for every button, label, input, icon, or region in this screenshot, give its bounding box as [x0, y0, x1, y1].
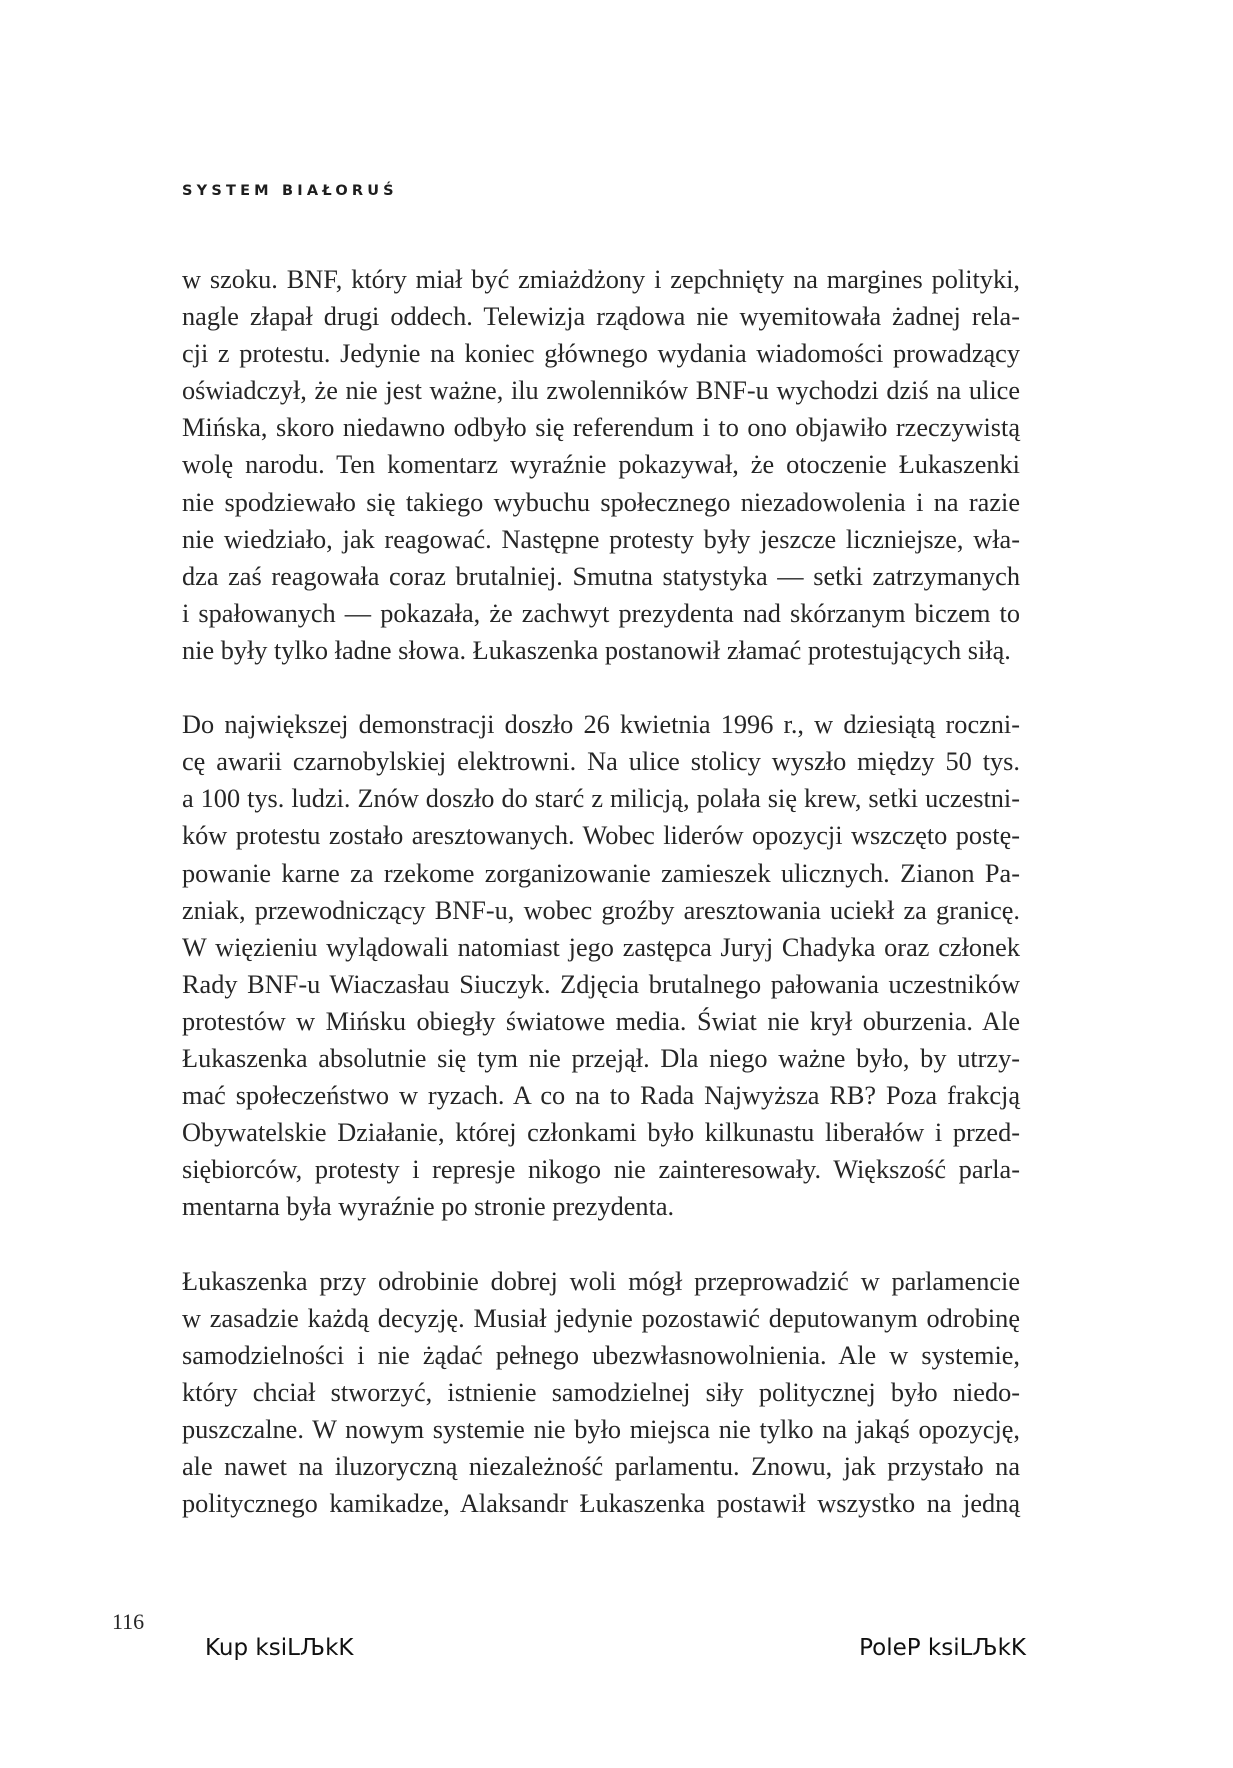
text-line: politycznego kamikadze, Alaksandr Łukaszenka postawił wszystko na jedną — [182, 1489, 1020, 1519]
text-line: Do największej demonstracji doszło 26 kwietnia 1996 r., w dziesiątą roczni- — [182, 710, 1020, 740]
paragraph — [182, 706, 1020, 1225]
text-line: oświadczył, że nie jest ważne, ilu zwolenników BNF-u wychodzi dziś na ulice — [182, 376, 1020, 406]
text-line: siębiorców, protesty i represje nikogo nie zainteresowały. Większość parla- — [182, 1155, 1020, 1185]
text-line: Łukaszenka przy odrobinie dobrej woli mógł przeprowadzić w parlamencie — [182, 1266, 1020, 1296]
text-line: nagle złapał drugi oddech. Telewizja rządowa nie wyemitowała żadnej rela- — [182, 302, 1020, 332]
paragraph — [182, 261, 1020, 669]
text-line: cji z protestu. Jedynie na koniec głównego wydania wiadomości prowadzący — [182, 339, 1020, 369]
text-line: ale nawet na iluzoryczną niezależność parlamentu. Znowu, jak przystało na — [182, 1452, 1020, 1481]
paragraph — [182, 1263, 1020, 1523]
text-line: zniak, przewodniczący BNF-u, wobec groźby aresztowania uciekł za granicę. — [182, 895, 1020, 925]
text-line: Obywatelskie Działanie, której członkami było kilkunastu liberałów i przed- — [182, 1118, 1020, 1148]
text-line: a 100 tys. ludzi. Znów doszło do starć z milicją, polała się krew, setki uczestni- — [182, 784, 1020, 814]
buy-book-link[interactable]: Kup ksiLЉkK — [205, 1635, 354, 1661]
text-line: Mińska, skoro niedawno odbyło się referendum i to ono objawiło rzeczywistą — [182, 413, 1020, 443]
text-line: protestów w Mińsku obiegły światowe media. Świat nie krył oburzenia. Ale — [182, 1006, 1020, 1036]
running-head: SYSTEM BIAŁORUŚ — [182, 183, 398, 199]
text-line: W więzieniu wylądowali natomiast jego zastępca Juryj Chadyka oraz członek — [182, 932, 1020, 962]
text-line: w zasadzie każdą decyzję. Musiał jedynie pozostawić deputowanym odrobinę — [182, 1303, 1020, 1333]
text-line: mać społeczeństwo w ryzach. A co na to Rada Najwyższa RB? Poza frakcją — [182, 1081, 1020, 1111]
text-line: wolę narodu. Ten komentarz wyraźnie pokazywał, że otoczenie Łukaszenki — [182, 450, 1020, 480]
recommend-book-link[interactable]: PoleP ksiLЉkK — [859, 1635, 1026, 1661]
text-line: mentarna była wyraźnie po stronie prezydenta. — [182, 1192, 675, 1222]
text-line: nie wiedziało, jak reagować. Następne protesty były jeszcze liczniejsze, wła- — [182, 524, 1020, 554]
text-line: nie spodziewało się takiego wybuchu społecznego niezadowolenia i na razie — [182, 487, 1020, 517]
page-number: 116 — [112, 1609, 145, 1634]
text-line: samodzielności i nie żądać pełnego ubezwłasnowolnienia. Ale w systemie, — [182, 1340, 1020, 1370]
text-line: Rady BNF-u Wiaczasłau Siuczyk. Zdjęcia brutalnego pałowania uczestników — [182, 969, 1020, 999]
text-line: puszczalne. W nowym systemie nie było miejsca nie tylko na jakąś opozycję, — [182, 1414, 1020, 1444]
text-line: który chciał stworzyć, istnienie samodzielnej siły politycznej było niedo- — [182, 1377, 1020, 1407]
text-line: w szoku. BNF, który miał być zmiażdżony i zepchnięty na margines polityki, — [182, 265, 1020, 294]
text-line: powanie karne za rzekome zorganizowanie zamieszek ulicznych. Zianon Pa- — [182, 858, 1020, 888]
body-text — [182, 261, 1020, 1559]
text-line: ków protestu zostało aresztowanych. Wobec liderów opozycji wszczęto postę- — [182, 821, 1020, 851]
text-line: cę awarii czarnobylskiej elektrowni. Na ulice stolicy wyszło między 50 tys. — [182, 747, 1020, 777]
text-line: dza zaś reagowała coraz brutalniej. Smutna statystyka — setki zatrzymanych — [182, 561, 1020, 591]
text-line: nie były tylko ładne słowa. Łukaszenka postanowił złamać protestujących siłą. — [182, 635, 1011, 665]
text-line: i spałowanych — pokazała, że zachwyt prezydenta nad skórzanym biczem to — [182, 598, 1020, 628]
text-line: Łukaszenka absolutnie się tym nie przejął. Dla niego ważne było, by utrzy- — [182, 1043, 1020, 1073]
